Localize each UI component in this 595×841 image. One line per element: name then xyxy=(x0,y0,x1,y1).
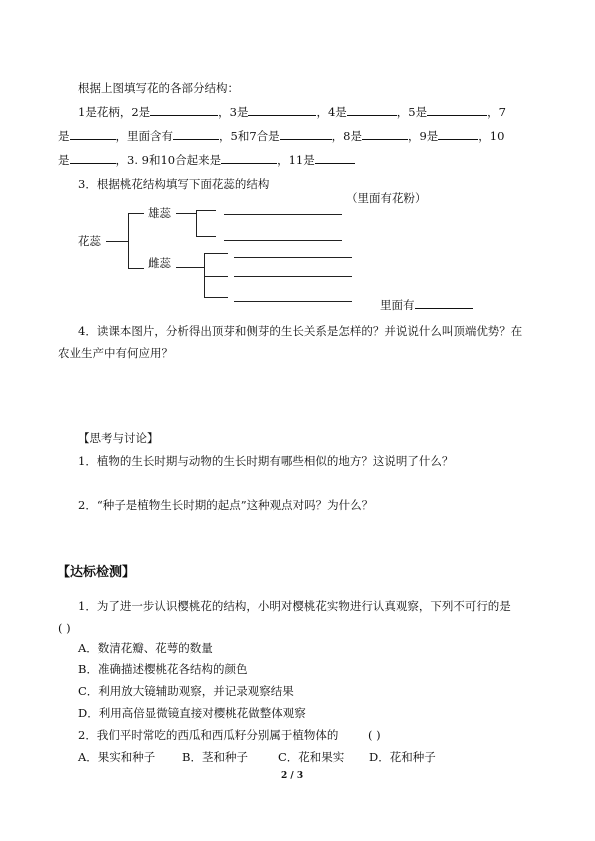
pistil-title: 3．根据桃花结构填写下面花蕊的结构 xyxy=(78,177,270,191)
fill-row-2: 是 ，里面含有 ，5和7合是 ，8是 ，9是 ，10 xyxy=(58,129,505,143)
discussion-q2: 2．“种子是植物生长时期的起点”这种观点对吗？为什么？ xyxy=(78,498,374,512)
blank[interactable] xyxy=(280,128,332,140)
inside-label: 里面有 xyxy=(380,297,473,313)
branch-line xyxy=(128,213,144,214)
answer-line[interactable] xyxy=(234,301,352,302)
q4-line-2: 农业生产中有何应用？ xyxy=(58,346,173,360)
pollen-note: （里面有花粉） xyxy=(346,191,427,205)
blank[interactable] xyxy=(362,128,408,140)
blank[interactable] xyxy=(70,128,116,140)
test-q1-option-c[interactable]: C．利用放大镜辅助观察，并记录观察结果 xyxy=(78,684,294,698)
pistil-label: 雌蕊 xyxy=(148,256,171,270)
branch-line xyxy=(128,213,129,268)
blank[interactable] xyxy=(150,104,218,116)
answer-line[interactable] xyxy=(224,214,342,215)
test-q2-option-b[interactable]: B．茎和种子 xyxy=(182,750,248,764)
branch-line xyxy=(196,236,216,237)
test-q1-option-a[interactable]: A．数清花瓣、花萼的数量 xyxy=(78,641,213,655)
test-q1-option-b[interactable]: B．准确描述樱桃花各结构的颜色 xyxy=(78,662,248,676)
test-q1-option-d[interactable]: D．利用高倍显微镜直接对樱桃花做整体观察 xyxy=(78,706,306,720)
blank[interactable] xyxy=(221,152,277,164)
blank[interactable] xyxy=(438,128,478,140)
test-q2-option-a[interactable]: A．果实和种子 xyxy=(78,750,156,764)
branch-line xyxy=(204,253,228,254)
blank[interactable] xyxy=(315,152,355,164)
blank[interactable] xyxy=(347,104,397,116)
answer-line[interactable] xyxy=(234,276,352,277)
blank[interactable] xyxy=(427,104,487,116)
branch-line xyxy=(128,268,144,269)
fill-row-3: 是 ，3. 9和10合起来是 ，11是 xyxy=(58,152,355,168)
test-q2-option-d[interactable]: D．花和种子 xyxy=(369,750,436,764)
fill-row-1: 1是花柄，2是 ，3是 ，4是 ，5是 ，7 xyxy=(78,105,506,119)
blank[interactable] xyxy=(415,297,473,309)
answer-line[interactable] xyxy=(224,240,342,241)
branch-line xyxy=(196,210,216,211)
branch-line xyxy=(204,276,228,277)
stamen-label: 雄蕊 xyxy=(148,206,171,220)
test-q1-line-1: 1．为了进一步认识樱桃花的结构，小明对樱桃花实物进行认真观察，下列不可行的是 xyxy=(78,599,511,613)
blank[interactable] xyxy=(248,104,316,116)
test-title: 【达标检测】 xyxy=(57,565,136,580)
branch-line xyxy=(204,253,205,297)
q4-line-1: 4．读课本图片，分析得出顶芽和侧芽的生长关系是怎样的？并说说什么叫顶端优势？在 xyxy=(78,324,523,338)
branch-line xyxy=(204,297,228,298)
discussion-title: 【思考与讨论】 xyxy=(78,431,159,445)
discussion-q1: 1．植物的生长时期与动物的生长时期有哪些相似的地方？这说明了什么？ xyxy=(78,454,454,468)
blank[interactable] xyxy=(70,152,116,164)
test-q1-paren: ( ) xyxy=(58,621,71,635)
test-q2-paren: ( ) xyxy=(368,728,381,742)
test-q2-text: 2．我们平时常吃的西瓜和西瓜籽分别属于植物体的 xyxy=(78,728,339,742)
branch-line xyxy=(106,241,128,242)
answer-line[interactable] xyxy=(234,257,352,258)
branch-line xyxy=(176,213,196,214)
blank[interactable] xyxy=(173,128,219,140)
flower-core-label: 花蕊 xyxy=(78,234,101,248)
branch-line xyxy=(196,210,197,236)
branch-line xyxy=(176,267,204,268)
fill-title: 根据上图填写花的各部分结构： xyxy=(78,81,239,95)
test-q2-option-c[interactable]: C．花和果实 xyxy=(278,750,345,764)
page-number: 2 / 3 xyxy=(281,771,304,781)
